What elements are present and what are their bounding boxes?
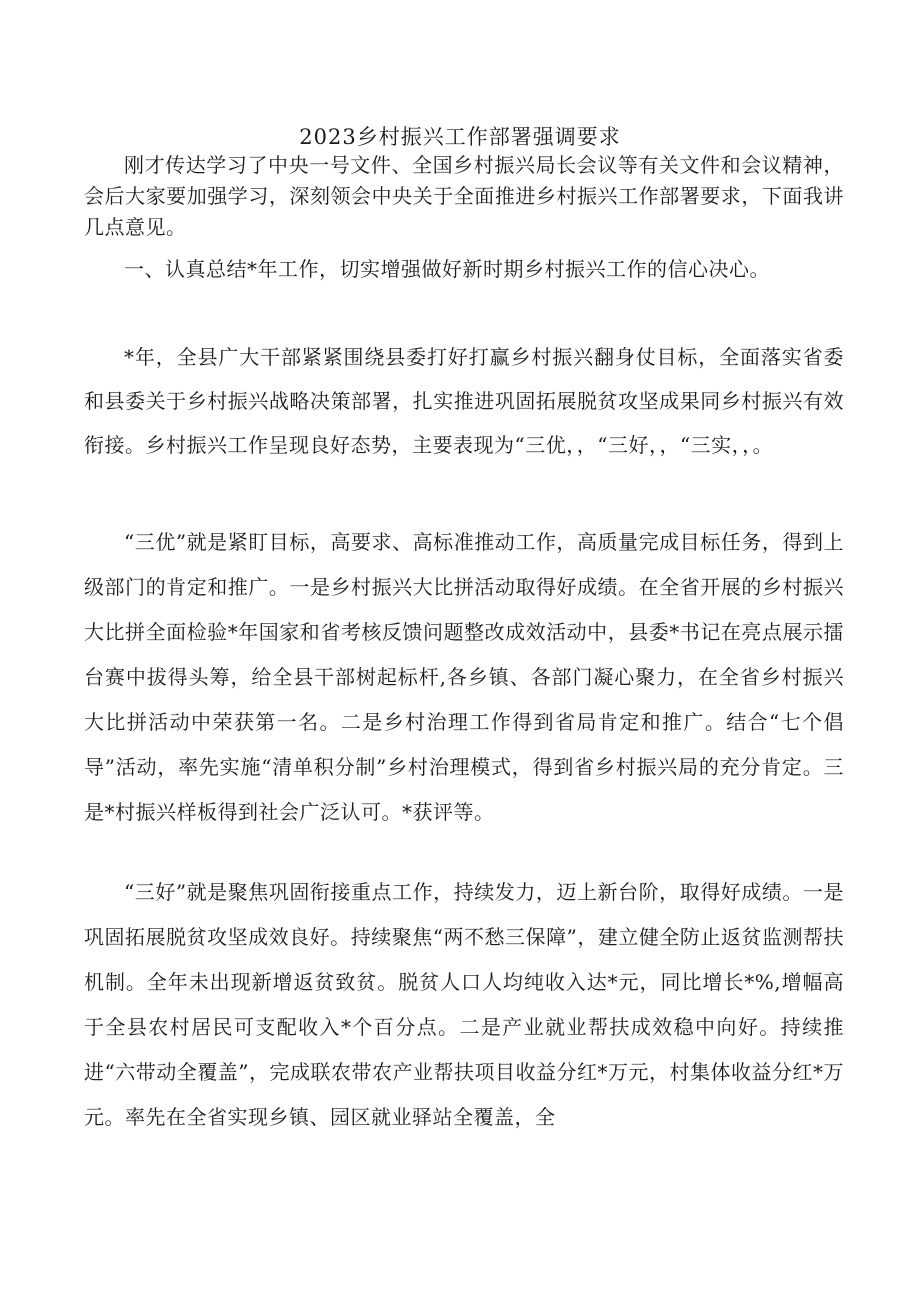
summary-paragraph: *年，全县广大干部紧紧围绕县委打好打赢乡村振兴翻身仗目标，全面落实省委和县委关于乡村振兴战略决策部署，扎实推进巩固拓展脱贫攻坚成果同乡村振兴有效衔接。乡村振兴工作呈现良好态势，主要表现为“三优，，“三好，，“三实，，。 [84,345,844,457]
intro-paragraph: 刚才传达学习了中央一号文件、全国乡村振兴局长会议等有关文件和会议精神，会后大家要加强学习，深刻领会中央关于全面推进乡村振兴工作部署要求，下面我讲几点意见。 [84,153,844,239]
sanhao-paragraph: “三好”就是聚焦巩固衔接重点工作，持续发力，迈上新台阶，取得好成绩。一是巩固拓展脱贫攻坚成效良好。持续聚焦“两不愁三保障”，建立健全防止返贫监测帮扶机制。全年未出现新增返贫致贫。脱贫人口人均纯收入达*元，同比增长*%,增幅高于全县农村居民可支配收入*个百分点。二是产业就业帮扶成效稳中向好。持续推进“六带动全覆盖”，完成联农带农产业帮扶项目收益分红*万元，村集体收益分红*万元。率先在全省实现乡镇、园区就业驿站全覆盖，全 [84,880,844,1129]
sanyou-paragraph: “三优”就是紧盯目标，高要求、高标准推动工作，高质量完成目标任务，得到上级部门的肯定和推广。一是乡村振兴大比拼活动取得好成绩。在全省开展的乡村振兴大比拼全面检验*年国家和省考核反馈问题整改成效活动中，县委*书记在亮点展示擂台赛中拔得头筹，给全县干部树起标杆,各乡镇、各部门凝心聚力，在全省乡村振兴大比拼活动中荣获第一名。二是乡村治理工作得到省局肯定和推广。结合“七个倡导”活动，率先实施“清单积分制”乡村治理模式，得到省乡村振兴局的充分肯定。三是*村振兴样板得到社会广泛认可。*获评等。 [84,530,844,824]
document-title: 2023乡村振兴工作部署强调要求 [299,125,621,149]
section-heading: 一、认真总结*年工作，切实增强做好新时期乡村振兴工作的信心决心。 [124,257,770,281]
